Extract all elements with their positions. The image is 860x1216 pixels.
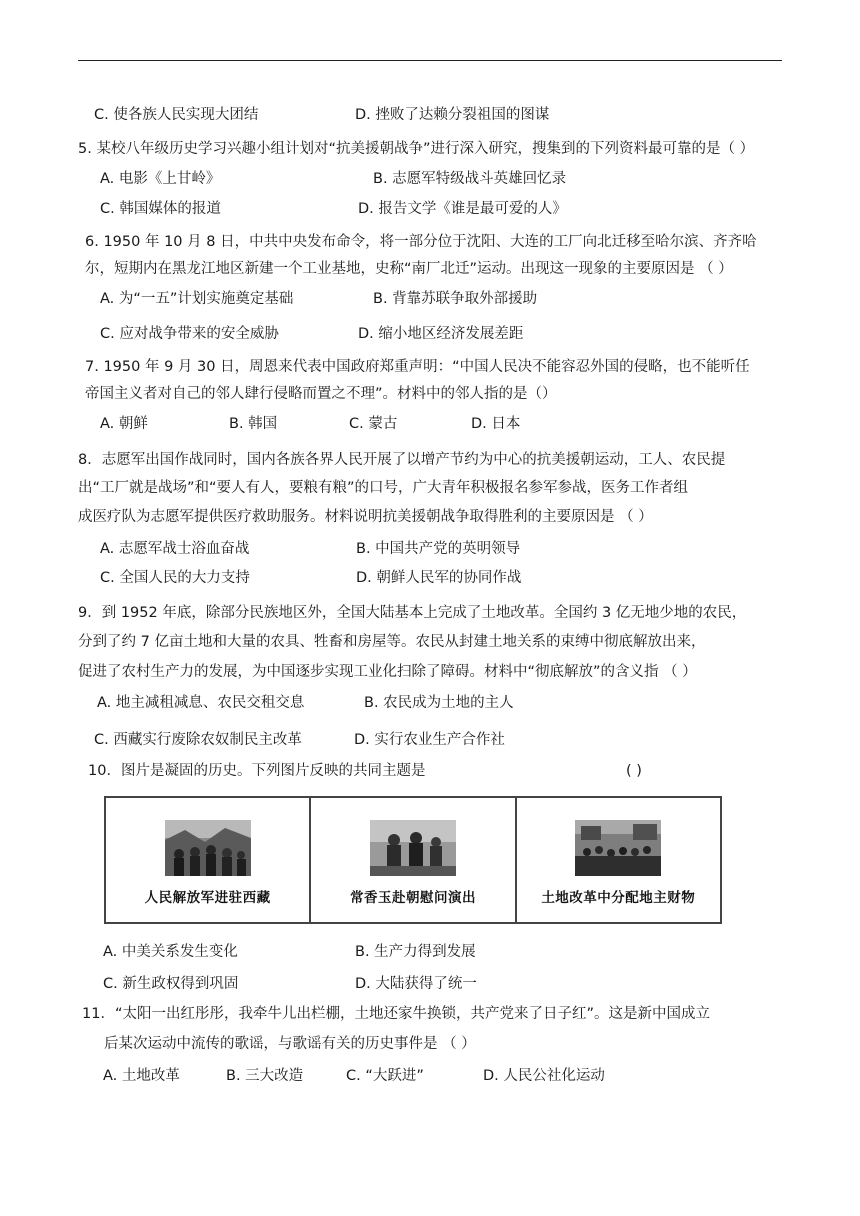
- header-rule: [78, 60, 782, 61]
- q8-stem-line-1: 8．志愿军出国作战同时，国内各族各界人民开展了以增产节约为中心的抗美援朝运动，工人、农民提: [78, 452, 726, 468]
- q6-option-b[interactable]: B. 背靠苏联争取外部援助: [373, 291, 538, 307]
- q6-option-c[interactable]: C. 应对战争带来的安全威胁: [100, 326, 279, 342]
- q9-stem-line-2: 分到了约 7 亿亩土地和大量的农具、牲畜和房屋等。农民从封建土地关系的束缚中彻底解放出来，: [78, 634, 706, 650]
- q11-stem-line-1: 11．“太阳一出红彤彤，我牵牛儿出栏棚，土地还家牛换锁，共产党来了日子红”。这是新中国成立: [82, 1006, 710, 1022]
- q11-option-c[interactable]: C. “大跃进”: [346, 1068, 424, 1084]
- q6-stem-line-2: 尔，短期内在黑龙江地区新建一个工业基地，史称“南厂北迁”运动。出现这一现象的主要原因是 （ ）: [85, 261, 733, 277]
- q8-option-c[interactable]: C. 全国人民的大力支持: [100, 570, 250, 586]
- q10-picture-panel-2: [311, 798, 516, 922]
- q4-option-d[interactable]: D. 挫败了达赖分裂祖国的图谋: [355, 107, 550, 123]
- q5-option-c[interactable]: C. 韩国媒体的报道: [100, 201, 221, 217]
- q8-stem-line-3: 成医疗队为志愿军提供医疗救助服务。材料说明抗美援朝战争取得胜利的主要原因是 （ ）: [78, 509, 653, 525]
- q7-stem-line-2: 帝国主义者对自己的邻人肆行侵略而置之不理”。材料中的邻人指的是（）: [85, 386, 557, 402]
- q11-option-d[interactable]: D. 人民公社化运动: [483, 1068, 605, 1084]
- q8-option-a[interactable]: A. 志愿军战士浴血奋战: [100, 541, 250, 557]
- q5-option-d[interactable]: D. 报告文学《谁是最可爱的人》: [358, 201, 567, 217]
- q9-stem-line-1: 9．到 1952 年底，除部分民族地区外，全国大陆基本上完成了土地改革。全国约 3 亿无地少地的农民，: [78, 605, 747, 621]
- q7-option-c[interactable]: C. 蒙古: [349, 416, 398, 432]
- q11-option-b[interactable]: B. 三大改造: [226, 1068, 304, 1084]
- q9-option-b[interactable]: B. 农民成为土地的主人: [364, 695, 514, 711]
- photo-land-reform: [575, 820, 661, 876]
- q9-stem-line-3: 促进了农村生产力的发展，为中国逐步实现工业化扫除了障碍。材料中“彻底解放”的含义指 （ ）: [78, 664, 697, 680]
- q4-option-c[interactable]: C. 使各族人民实现大团结: [94, 107, 259, 123]
- q7-option-a[interactable]: A. 朝鲜: [100, 416, 148, 432]
- q5-option-a[interactable]: A. 电影《上甘岭》: [100, 171, 221, 187]
- q10-stem: 10．图片是凝固的历史。下列图片反映的共同主题是: [88, 763, 426, 779]
- q7-stem-line-1: 7. 1950 年 9 月 30 日，周恩来代表中国政府郑重声明：“中国人民决不能容忍外国的侵略，也不能听任: [85, 359, 750, 375]
- q6-option-d[interactable]: D. 缩小地区经济发展差距: [358, 326, 524, 342]
- photo-troops-tibet: [165, 820, 251, 876]
- q10-caption-3: 土地改革中分配地主财物: [541, 890, 696, 906]
- q10-answer-bracket: ( ): [626, 763, 642, 779]
- q9-option-a[interactable]: A. 地主减租减息、农民交租交息: [97, 695, 305, 711]
- q7-option-d[interactable]: D. 日本: [471, 416, 521, 432]
- q10-option-c[interactable]: C. 新生政权得到巩固: [103, 976, 239, 992]
- q8-option-b[interactable]: B. 中国共产党的英明领导: [356, 541, 521, 557]
- q6-option-a[interactable]: A. 为“一五”计划实施奠定基础: [100, 291, 294, 307]
- q10-option-a[interactable]: A. 中美关系发生变化: [103, 944, 238, 960]
- q8-stem-line-2: 出“工厂就是战场”和“要人有人，要粮有粮”的口号，广大青年积极报名参军参战，医务工作者组: [78, 480, 689, 496]
- q9-option-d[interactable]: D. 实行农业生产合作社: [354, 732, 505, 748]
- q10-picture-panel-3: [517, 798, 720, 922]
- q10-option-d[interactable]: D. 大陆获得了统一: [355, 976, 477, 992]
- q6-stem-line-1: 6. 1950 年 10 月 8 日，中共中央发布命令，将一部分位于沈阳、大连的工厂向北迁移至哈尔滨、齐齐哈: [85, 234, 757, 250]
- photo-performance-korea: [370, 820, 456, 876]
- q7-option-b[interactable]: B. 韩国: [229, 416, 278, 432]
- q10-picture-panel-1: [106, 798, 311, 922]
- q5-stem: 5. 某校八年级历史学习兴趣小组计划对“抗美援朝战争”进行深入研究，搜集到的下列资料最可靠的是（ ）: [78, 141, 755, 157]
- q10-option-b[interactable]: B. 生产力得到发展: [355, 944, 476, 960]
- q11-stem-line-2: 后某次运动中流传的歌谣，与歌谣有关的历史事件是 （ ）: [104, 1036, 476, 1052]
- q5-option-b[interactable]: B. 志愿军特级战斗英雄回忆录: [373, 171, 567, 187]
- q8-option-d[interactable]: D. 朝鲜人民军的协同作战: [356, 570, 522, 586]
- q10-caption-2: 常香玉赴朝慰问演出: [349, 890, 476, 906]
- q9-option-c[interactable]: C. 西藏实行废除农奴制民主改革: [94, 732, 302, 748]
- q10-picture-strip: [104, 796, 722, 924]
- q11-option-a[interactable]: A. 土地改革: [103, 1068, 180, 1084]
- q10-caption-1: 人民解放军进驻西藏: [144, 890, 271, 906]
